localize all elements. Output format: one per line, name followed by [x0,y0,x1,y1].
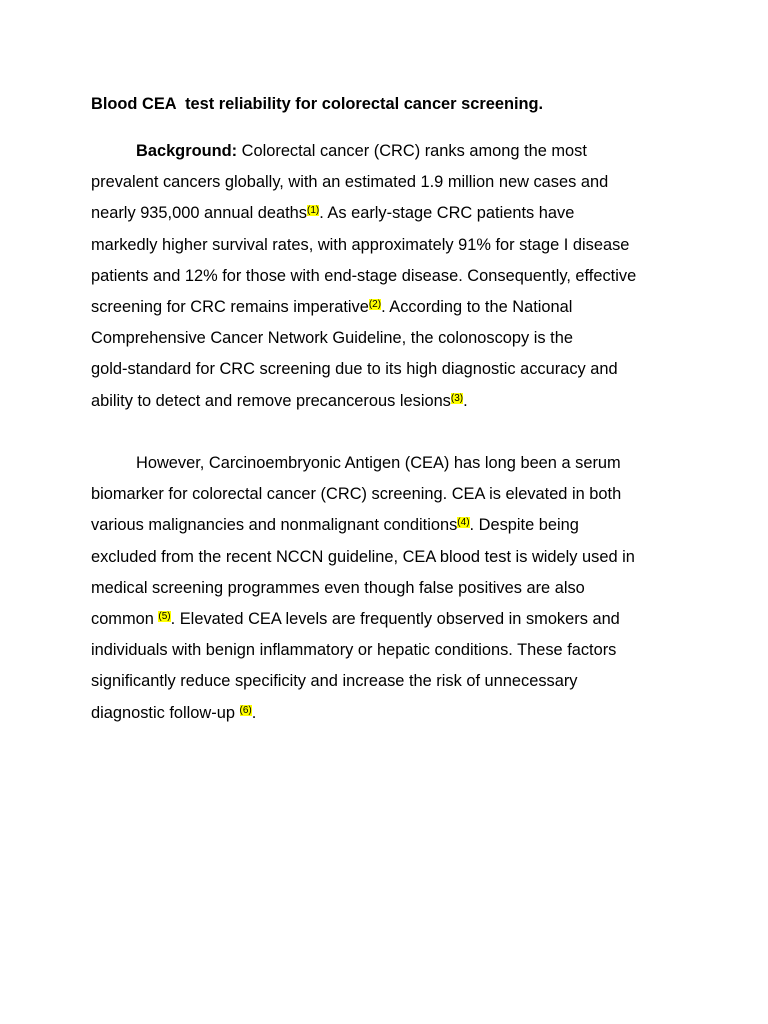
text-run: . According to the National [381,297,573,316]
document-title: Blood CEA test reliability for colorectal cancer screening. [91,95,544,113]
text-run: markedly higher survival rates, with approximately 91% for stage I disease [91,235,630,254]
text-run: . [463,391,468,410]
text-run: biomarker for colorectal cancer (CRC) screening. CEA is elevated in both [91,485,622,504]
text-run: various malignancies and nonmalignant conditions [91,516,458,535]
citation-marker: (1) [306,205,320,217]
text-line [91,323,691,354]
citation-marker: (4) [457,517,470,529]
paragraph-cea [91,448,691,729]
text-run: prevalent cancers globally, with an estimated 1.9 million new cases and [91,173,609,192]
citation-marker: (3) [450,392,464,404]
text-run: gold-standard for CRC screening due to its high diagnostic accuracy and [91,360,618,379]
text-run: excluded from the recent NCCN guideline, CEA blood test is widely used in [91,547,635,566]
text-line [91,386,691,417]
citation-marker: (5) [158,610,171,622]
text-run: . Elevated CEA levels are frequently observed in smokers and [170,609,620,628]
text-line [91,635,691,666]
text-line [91,136,691,167]
text-run: screening for CRC remains imperative [91,297,369,316]
paragraph-lead: Background: [136,142,238,160]
text-line [91,573,691,604]
text-line [91,198,691,229]
text-run: medical screening programmes even though false positives are also [91,578,585,597]
text-run: diagnostic follow-up [91,703,240,722]
text-line [91,292,691,323]
text-line [91,354,691,385]
text-run: nearly 935,000 annual deaths [91,204,307,223]
text-run: ability to detect and remove precancerous lesions [91,391,451,410]
text-line [91,230,691,261]
text-run: However, Carcinoembryonic Antigen (CEA) has long been a serum [136,454,621,472]
text-run: common [91,609,159,628]
text-line [91,167,691,198]
text-run: patients and 12% for those with end-stage disease. Consequently, effective [91,266,637,285]
paragraph-background [91,136,691,417]
text-line [91,666,691,697]
text-line [91,479,691,510]
citation-marker: (6) [239,704,252,716]
citation-marker: (2) [368,298,382,310]
text-line [91,448,691,479]
text-line [91,510,691,541]
text-run: Colorectal cancer (CRC) ranks among the most [237,142,587,160]
text-run: individuals with benign inflammatory or hepatic conditions. These factors [91,641,617,660]
text-line [91,261,691,292]
text-line [91,604,691,635]
text-line [91,542,691,573]
text-run: . Despite being [469,516,579,535]
text-run: Comprehensive Cancer Network Guideline, the colonoscopy is the [91,329,573,348]
text-run: . As early-stage CRC patients have [319,204,575,223]
text-line [91,698,691,729]
text-run: . [251,703,257,722]
text-run: significantly reduce specificity and increase the risk of unnecessary [91,672,578,691]
